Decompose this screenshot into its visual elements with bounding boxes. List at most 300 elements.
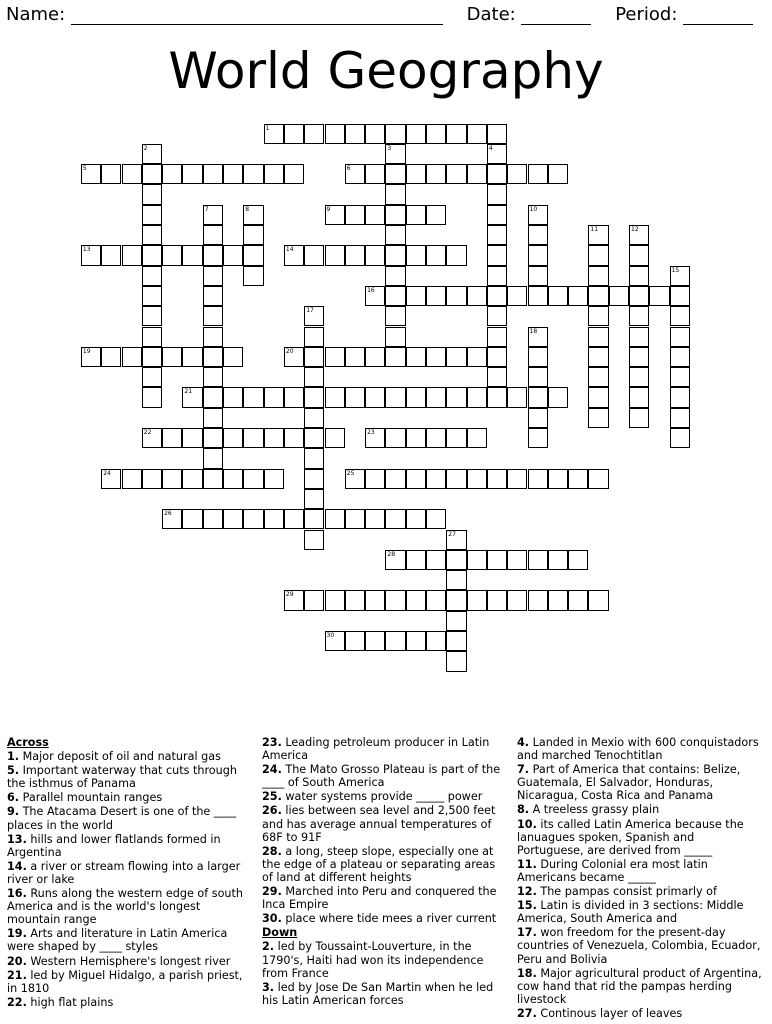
grid-cell[interactable] — [203, 164, 223, 184]
grid-cell[interactable] — [548, 469, 568, 489]
grid-cell[interactable] — [487, 286, 507, 306]
grid-cell[interactable] — [385, 631, 405, 651]
grid-cell[interactable] — [304, 387, 324, 407]
grid-cell[interactable] — [487, 367, 507, 387]
grid-cell[interactable] — [426, 205, 446, 225]
grid-cell[interactable] — [304, 367, 324, 387]
grid-cell[interactable] — [426, 164, 446, 184]
grid-cell[interactable] — [365, 428, 385, 448]
grid-cell[interactable] — [629, 367, 649, 387]
grid-cell[interactable] — [365, 205, 385, 225]
grid-cell[interactable] — [325, 509, 345, 529]
grid-cell[interactable] — [568, 469, 588, 489]
grid-cell[interactable] — [101, 469, 121, 489]
grid-cell[interactable] — [304, 428, 324, 448]
grid-cell[interactable] — [487, 550, 507, 570]
grid-cell[interactable] — [406, 428, 426, 448]
grid-cell[interactable] — [446, 590, 466, 610]
grid-cell[interactable] — [528, 225, 548, 245]
grid-cell[interactable] — [325, 347, 345, 367]
grid-cell[interactable] — [81, 164, 101, 184]
grid-cell[interactable] — [142, 266, 162, 286]
grid-cell[interactable] — [385, 184, 405, 204]
grid-cell[interactable] — [467, 347, 487, 367]
grid-cell[interactable] — [426, 590, 446, 610]
grid-cell[interactable] — [507, 550, 527, 570]
clue-text: won freedom for the present-day countries of Venezuela, Colombia, Ecuador, Peru and Bolivia — [517, 926, 761, 966]
grid-cell[interactable] — [528, 164, 548, 184]
down-clue — [517, 803, 762, 816]
clue-number: 28. — [262, 844, 282, 858]
grid-cell[interactable] — [345, 347, 365, 367]
grid-cell[interactable] — [426, 550, 446, 570]
grid-cell[interactable] — [325, 428, 345, 448]
grid-cell[interactable] — [365, 245, 385, 265]
grid-cell[interactable] — [345, 205, 365, 225]
grid-cell[interactable] — [304, 245, 324, 265]
grid-cell[interactable] — [162, 428, 182, 448]
grid-cell[interactable] — [142, 205, 162, 225]
grid-cell[interactable] — [304, 489, 324, 509]
grid-cell[interactable] — [406, 387, 426, 407]
grid-cell[interactable] — [406, 469, 426, 489]
grid-cell[interactable] — [528, 286, 548, 306]
grid-cell[interactable] — [548, 550, 568, 570]
clue-number: 2 — [143, 144, 148, 152]
grid-cell[interactable] — [507, 286, 527, 306]
grid-cell[interactable] — [588, 266, 608, 286]
clue-column-2 — [262, 736, 507, 1008]
grid-cell[interactable] — [162, 347, 182, 367]
grid-cell[interactable] — [426, 286, 446, 306]
grid-cell[interactable] — [365, 631, 385, 651]
grid-cell[interactable] — [203, 367, 223, 387]
grid-cell[interactable] — [670, 408, 690, 428]
grid-cell[interactable] — [385, 387, 405, 407]
grid-cell[interactable] — [264, 124, 284, 144]
grid-cell[interactable] — [223, 347, 243, 367]
grid-cell[interactable] — [243, 205, 263, 225]
grid-cell[interactable] — [385, 347, 405, 367]
grid-cell[interactable] — [507, 387, 527, 407]
grid-cell[interactable] — [325, 387, 345, 407]
grid-cell[interactable] — [629, 408, 649, 428]
grid-cell[interactable] — [325, 205, 345, 225]
grid-cell[interactable] — [243, 245, 263, 265]
grid-cell[interactable] — [182, 387, 202, 407]
grid-cell[interactable] — [142, 306, 162, 326]
grid-cell[interactable] — [203, 408, 223, 428]
grid-cell[interactable] — [182, 469, 202, 489]
grid-cell[interactable] — [487, 245, 507, 265]
grid-cell[interactable] — [670, 266, 690, 286]
grid-cell[interactable] — [670, 428, 690, 448]
grid-cell[interactable] — [446, 164, 466, 184]
grid-cell[interactable] — [264, 164, 284, 184]
grid-cell[interactable] — [406, 590, 426, 610]
grid-cell[interactable] — [243, 509, 263, 529]
grid-cell[interactable] — [670, 327, 690, 347]
grid-cell[interactable] — [446, 347, 466, 367]
grid-cell[interactable] — [406, 286, 426, 306]
grid-cell[interactable] — [528, 428, 548, 448]
grid-cell[interactable] — [528, 387, 548, 407]
grid-cell[interactable] — [528, 266, 548, 286]
grid-cell[interactable] — [487, 225, 507, 245]
grid-cell[interactable] — [264, 469, 284, 489]
grid-cell[interactable] — [406, 631, 426, 651]
grid-cell[interactable] — [223, 469, 243, 489]
down-clue — [517, 818, 762, 857]
grid-cell[interactable] — [142, 184, 162, 204]
grid-cell[interactable] — [365, 286, 385, 306]
clue-number: 2. — [262, 940, 275, 954]
grid-cell[interactable] — [588, 408, 608, 428]
grid-cell[interactable] — [223, 387, 243, 407]
grid-cell[interactable] — [243, 387, 263, 407]
grid-cell[interactable] — [122, 469, 142, 489]
grid-cell[interactable] — [304, 408, 324, 428]
grid-cell[interactable] — [385, 550, 405, 570]
grid-cell[interactable] — [406, 245, 426, 265]
grid-cell[interactable] — [588, 286, 608, 306]
grid-cell[interactable] — [325, 124, 345, 144]
grid-cell[interactable] — [385, 590, 405, 610]
grid-cell[interactable] — [243, 469, 263, 489]
grid-cell[interactable] — [446, 245, 466, 265]
grid-cell[interactable] — [162, 245, 182, 265]
grid-cell[interactable] — [487, 469, 507, 489]
grid-cell[interactable] — [446, 530, 466, 550]
grid-cell[interactable] — [304, 448, 324, 468]
grid-cell[interactable] — [629, 327, 649, 347]
grid-cell[interactable] — [406, 347, 426, 367]
grid-cell[interactable] — [203, 509, 223, 529]
grid-cell[interactable] — [426, 387, 446, 407]
grid-cell[interactable] — [406, 509, 426, 529]
grid-cell[interactable] — [365, 387, 385, 407]
grid-cell[interactable] — [528, 550, 548, 570]
grid-cell[interactable] — [203, 387, 223, 407]
grid-cell[interactable] — [203, 286, 223, 306]
grid-cell[interactable] — [223, 164, 243, 184]
grid-cell[interactable] — [446, 428, 466, 448]
grid-cell[interactable] — [365, 347, 385, 367]
grid-cell[interactable] — [182, 245, 202, 265]
grid-cell[interactable] — [142, 286, 162, 306]
grid-cell[interactable] — [345, 124, 365, 144]
grid-cell[interactable] — [446, 611, 466, 631]
grid-cell[interactable] — [588, 367, 608, 387]
grid-cell[interactable] — [487, 347, 507, 367]
grid-cell[interactable] — [345, 590, 365, 610]
grid-cell[interactable] — [304, 327, 324, 347]
grid-cell[interactable] — [304, 306, 324, 326]
grid-cell[interactable] — [162, 164, 182, 184]
grid-cell[interactable] — [426, 245, 446, 265]
grid-cell[interactable] — [487, 327, 507, 347]
grid-cell[interactable] — [365, 590, 385, 610]
grid-cell[interactable] — [304, 124, 324, 144]
grid-cell[interactable] — [345, 509, 365, 529]
grid-cell[interactable] — [203, 306, 223, 326]
grid-cell[interactable] — [588, 327, 608, 347]
name-field[interactable] — [71, 6, 443, 25]
grid-cell[interactable] — [182, 347, 202, 367]
grid-cell[interactable] — [284, 124, 304, 144]
grid-cell[interactable] — [345, 245, 365, 265]
grid-cell[interactable] — [629, 306, 649, 326]
grid-cell[interactable] — [142, 164, 162, 184]
across-clue — [7, 927, 252, 953]
grid-cell[interactable] — [548, 590, 568, 610]
grid-cell[interactable] — [670, 387, 690, 407]
clue-number: 16 — [367, 286, 375, 294]
grid-cell[interactable] — [243, 225, 263, 245]
grid-cell[interactable] — [284, 245, 304, 265]
grid-cell[interactable] — [203, 469, 223, 489]
grid-cell[interactable] — [528, 327, 548, 347]
grid-cell[interactable] — [345, 631, 365, 651]
grid-cell[interactable] — [528, 245, 548, 265]
grid-cell[interactable] — [284, 428, 304, 448]
grid-cell[interactable] — [629, 266, 649, 286]
grid-cell[interactable] — [446, 631, 466, 651]
grid-cell[interactable] — [446, 286, 466, 306]
clue-number: 5. — [7, 764, 20, 778]
date-field[interactable] — [521, 6, 591, 25]
grid-cell[interactable] — [528, 205, 548, 225]
grid-cell[interactable] — [142, 367, 162, 387]
grid-cell[interactable] — [406, 550, 426, 570]
grid-cell[interactable] — [446, 651, 466, 671]
grid-cell[interactable] — [182, 509, 202, 529]
grid-cell[interactable] — [588, 590, 608, 610]
grid-cell[interactable] — [122, 164, 142, 184]
grid-cell[interactable] — [264, 509, 284, 529]
grid-cell[interactable] — [385, 144, 405, 164]
grid-cell[interactable] — [609, 286, 629, 306]
grid-cell[interactable] — [81, 347, 101, 367]
grid-cell[interactable] — [487, 387, 507, 407]
grid-cell[interactable] — [385, 306, 405, 326]
grid-cell[interactable] — [588, 387, 608, 407]
grid-cell[interactable] — [385, 225, 405, 245]
grid-cell[interactable] — [588, 469, 608, 489]
grid-cell[interactable] — [264, 387, 284, 407]
grid-cell[interactable] — [284, 164, 304, 184]
grid-cell[interactable] — [142, 387, 162, 407]
grid-cell[interactable] — [670, 367, 690, 387]
grid-cell[interactable] — [122, 347, 142, 367]
grid-cell[interactable] — [264, 428, 284, 448]
grid-cell[interactable] — [588, 245, 608, 265]
grid-cell[interactable] — [467, 590, 487, 610]
grid-cell[interactable] — [223, 245, 243, 265]
grid-cell[interactable] — [487, 124, 507, 144]
grid-cell[interactable] — [162, 509, 182, 529]
grid-cell[interactable] — [81, 245, 101, 265]
grid-cell[interactable] — [325, 590, 345, 610]
clue-number: 25 — [346, 469, 355, 477]
grid-cell[interactable] — [568, 590, 588, 610]
grid-cell[interactable] — [385, 266, 405, 286]
grid-cell[interactable] — [101, 164, 121, 184]
grid-cell[interactable] — [284, 387, 304, 407]
clue-number: 21. — [7, 968, 27, 982]
grid-cell[interactable] — [325, 245, 345, 265]
grid-cell[interactable] — [446, 550, 466, 570]
grid-cell[interactable] — [467, 428, 487, 448]
grid-cell[interactable] — [446, 124, 466, 144]
grid-cell[interactable] — [385, 509, 405, 529]
grid-cell[interactable] — [426, 631, 446, 651]
grid-cell[interactable] — [446, 570, 466, 590]
grid-cell[interactable] — [446, 469, 466, 489]
grid-cell[interactable] — [406, 124, 426, 144]
grid-cell[interactable] — [142, 469, 162, 489]
grid-cell[interactable] — [385, 124, 405, 144]
grid-cell[interactable] — [629, 245, 649, 265]
grid-cell[interactable] — [528, 367, 548, 387]
grid-cell[interactable] — [142, 144, 162, 164]
grid-cell[interactable] — [142, 225, 162, 245]
grid-cell[interactable] — [548, 164, 568, 184]
grid-cell[interactable] — [629, 286, 649, 306]
grid-cell[interactable] — [446, 387, 466, 407]
grid-cell[interactable] — [304, 590, 324, 610]
grid-cell[interactable] — [142, 245, 162, 265]
grid-cell[interactable] — [304, 530, 324, 550]
grid-cell[interactable] — [588, 306, 608, 326]
grid-cell[interactable] — [670, 347, 690, 367]
grid-cell[interactable] — [203, 266, 223, 286]
grid-cell[interactable] — [162, 469, 182, 489]
grid-cell[interactable] — [487, 266, 507, 286]
grid-cell[interactable] — [325, 631, 345, 651]
period-label: Period: — [615, 4, 678, 25]
grid-cell[interactable] — [122, 245, 142, 265]
grid-cell[interactable] — [284, 347, 304, 367]
grid-cell[interactable] — [223, 428, 243, 448]
grid-cell[interactable] — [629, 347, 649, 367]
grid-cell[interactable] — [243, 266, 263, 286]
grid-cell[interactable] — [385, 164, 405, 184]
grid-cell[interactable] — [528, 347, 548, 367]
grid-cell[interactable] — [243, 164, 263, 184]
grid-cell[interactable] — [345, 164, 365, 184]
grid-cell[interactable] — [223, 509, 243, 529]
grid-cell[interactable] — [182, 428, 202, 448]
grid-cell[interactable] — [101, 245, 121, 265]
grid-cell[interactable] — [568, 550, 588, 570]
grid-cell[interactable] — [304, 509, 324, 529]
grid-cell[interactable] — [467, 124, 487, 144]
period-field[interactable] — [683, 6, 753, 25]
grid-cell[interactable] — [203, 205, 223, 225]
grid-cell[interactable] — [507, 590, 527, 610]
grid-cell[interactable] — [487, 205, 507, 225]
grid-cell[interactable] — [243, 428, 263, 448]
grid-cell[interactable] — [203, 448, 223, 468]
grid-cell[interactable] — [142, 428, 162, 448]
grid-cell[interactable] — [203, 225, 223, 245]
grid-cell[interactable] — [487, 184, 507, 204]
grid-cell[interactable] — [142, 327, 162, 347]
grid-cell[interactable] — [629, 387, 649, 407]
grid-cell[interactable] — [385, 327, 405, 347]
grid-cell[interactable] — [406, 205, 426, 225]
grid-cell[interactable] — [426, 469, 446, 489]
grid-cell[interactable] — [385, 469, 405, 489]
grid-cell[interactable] — [203, 327, 223, 347]
grid-cell[interactable] — [507, 469, 527, 489]
grid-cell[interactable] — [182, 164, 202, 184]
grid-cell[interactable] — [385, 245, 405, 265]
grid-cell[interactable] — [203, 245, 223, 265]
grid-cell[interactable] — [406, 164, 426, 184]
grid-cell[interactable] — [365, 469, 385, 489]
grid-cell[interactable] — [487, 164, 507, 184]
grid-cell[interactable] — [426, 428, 446, 448]
clue-text: Major agricultural product of Argentina, cow hand that rid the pampas herding livestock — [517, 966, 762, 1006]
across-clue — [7, 805, 252, 831]
grid-cell[interactable] — [467, 387, 487, 407]
grid-cell[interactable] — [467, 164, 487, 184]
grid-cell[interactable] — [528, 469, 548, 489]
grid-cell[interactable] — [304, 469, 324, 489]
grid-cell[interactable] — [548, 387, 568, 407]
grid-cell[interactable] — [365, 124, 385, 144]
grid-cell[interactable] — [365, 164, 385, 184]
grid-cell[interactable] — [467, 469, 487, 489]
grid-cell[interactable] — [588, 347, 608, 367]
grid-cell[interactable] — [203, 428, 223, 448]
grid-cell[interactable] — [142, 347, 162, 367]
grid-cell[interactable] — [528, 590, 548, 610]
grid-cell[interactable] — [670, 306, 690, 326]
grid-cell[interactable] — [467, 286, 487, 306]
grid-cell[interactable] — [304, 347, 324, 367]
grid-cell[interactable] — [284, 590, 304, 610]
grid-cell[interactable] — [507, 164, 527, 184]
grid-cell[interactable] — [385, 286, 405, 306]
grid-cell[interactable] — [284, 509, 304, 529]
grid-cell[interactable] — [649, 286, 669, 306]
grid-cell[interactable] — [528, 408, 548, 428]
grid-cell[interactable] — [426, 509, 446, 529]
grid-cell[interactable] — [345, 469, 365, 489]
grid-cell[interactable] — [365, 509, 385, 529]
grid-cell[interactable] — [426, 347, 446, 367]
grid-cell[interactable] — [203, 347, 223, 367]
grid-cell[interactable] — [101, 347, 121, 367]
grid-cell[interactable] — [385, 428, 405, 448]
grid-cell[interactable] — [568, 286, 588, 306]
clue-number: 3. — [262, 980, 275, 994]
grid-cell[interactable] — [467, 550, 487, 570]
grid-cell[interactable] — [670, 286, 690, 306]
grid-cell[interactable] — [629, 225, 649, 245]
grid-cell[interactable] — [548, 286, 568, 306]
grid-cell[interactable] — [345, 387, 365, 407]
grid-cell[interactable] — [426, 124, 446, 144]
grid-cell[interactable] — [487, 306, 507, 326]
grid-cell[interactable] — [487, 144, 507, 164]
grid-cell[interactable] — [487, 590, 507, 610]
grid-cell[interactable] — [385, 205, 405, 225]
grid-cell[interactable] — [588, 225, 608, 245]
